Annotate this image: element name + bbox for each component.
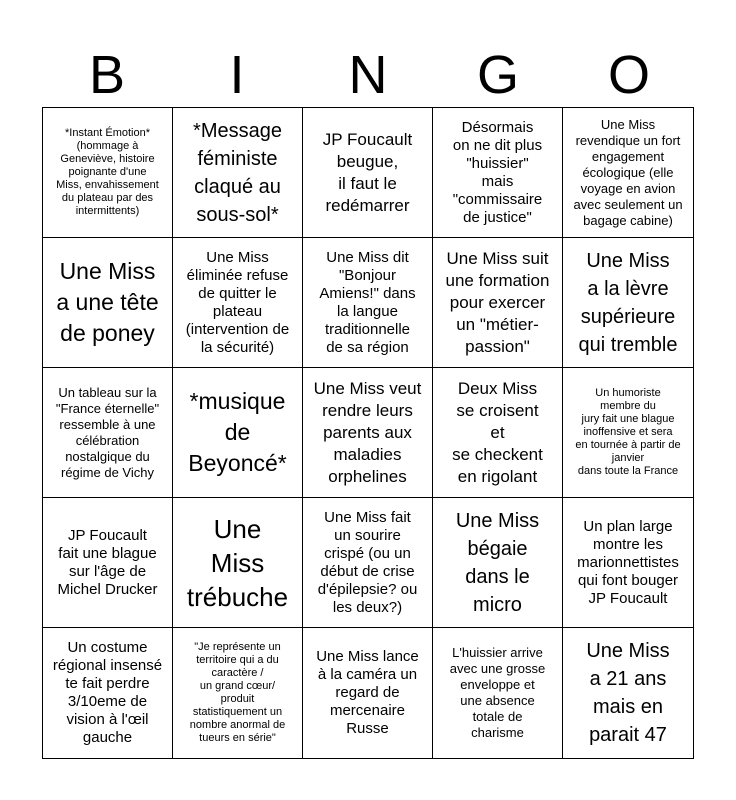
bingo-cell <box>303 368 433 498</box>
bingo-cell <box>43 238 173 368</box>
cell-text: Une Miss veut rendre leurs parents aux maladies orphelines <box>313 378 422 486</box>
cell-text: *musique de Beyoncé* <box>188 388 287 476</box>
bingo-cell <box>433 238 563 368</box>
bingo-cell <box>563 498 693 628</box>
cell-text: Un costume régional insensé te fait perdre 3/10eme de vision à l'œil gauche <box>52 639 163 746</box>
cell-text: *Instant Émotion* (hommage à Geneviève, histoire poignante d'une Miss, envahissement du plateau par des intermittents) <box>56 127 159 217</box>
cell-text: Une Miss éliminée refuse de quitter le plateau (intervention de la sécurité) <box>185 248 290 356</box>
cell-text: Une Miss trébuche <box>186 513 289 612</box>
cell-text: *Message féministe claqué au sous-sol* <box>193 119 282 226</box>
cell-text: Une Miss a une tête de poney <box>56 258 159 346</box>
bingo-cell <box>563 238 693 368</box>
cell-text: JP Foucault fait une blague sur l'âge de Michel Drucker <box>57 526 158 598</box>
bingo-cell <box>433 628 563 758</box>
cell-text: "Je représente un territoire qui a du caractère / un grand cœur/ produit statistiquement un nombre anormal de tueurs en série" <box>189 641 286 744</box>
bingo-grid <box>42 107 694 759</box>
cell-text: Une Miss a la lèvre supérieure qui tremble <box>578 249 678 356</box>
cell-text: Une Miss a 21 ans mais en parait 47 <box>586 640 670 746</box>
header-letter-o: O <box>607 45 650 105</box>
bingo-header <box>42 44 694 106</box>
cell-text: Une Miss lance à la caméra un regard de mercenaire Russe <box>316 648 419 737</box>
cell-text: Deux Miss se croisent et se checkent en rigolant <box>452 378 543 486</box>
header-letter-i: I <box>229 45 245 105</box>
cell-text: Une Miss revendique un fort engagement écologique (elle voyage en avion avec seulement un bagage cabine) <box>573 116 683 228</box>
cell-text: Une Miss bégaie dans le micro <box>455 509 540 616</box>
bingo-cell <box>173 238 303 368</box>
bingo-cell <box>173 498 303 628</box>
header-letter-b: B <box>88 45 126 105</box>
bingo-cell <box>43 108 173 238</box>
bingo-cell <box>43 628 173 758</box>
bingo-cell <box>303 238 433 368</box>
bingo-cell <box>563 368 693 498</box>
bingo-cell <box>43 498 173 628</box>
cell-text: Un tableau sur la "France éternelle" ressemble à une célébration nostalgique du régime de Vichy <box>55 384 160 480</box>
bingo-cell <box>173 368 303 498</box>
bingo-cell <box>303 628 433 758</box>
cell-text: Une Miss dit "Bonjour Amiens!" dans la langue traditionnelle de sa région <box>319 248 416 356</box>
bingo-cell <box>173 108 303 238</box>
cell-text: Une Miss suit une formation pour exercer un "métier- passion" <box>445 248 550 356</box>
cell-text: Un plan large montre les marionnettistes qui font bouger JP Foucault <box>577 517 679 607</box>
cell-text: Désormais on ne dit plus "huissier" mais "commissaire de justice" <box>452 118 543 226</box>
cell-text: Un humoriste membre du jury fait une blague inoffensive et sera en tournée à partir de janvier dans toute la France <box>575 387 681 477</box>
bingo-cell <box>43 368 173 498</box>
cell-text: Une Miss fait un sourire crispé (ou un début de crise d'épilepsie? ou les deux?) <box>317 508 418 616</box>
header-letter-n: N <box>348 45 388 105</box>
bingo-cell <box>173 628 303 758</box>
bingo-cell <box>433 368 563 498</box>
bingo-cell <box>563 628 693 758</box>
bingo-cell <box>433 498 563 628</box>
cell-text: L'huissier arrive avec une grosse enveloppe et une absence totale de charisme <box>449 645 546 740</box>
bingo-cell <box>563 108 693 238</box>
bingo-cell <box>433 108 563 238</box>
header-letter-g: G <box>476 45 519 105</box>
cell-text: JP Foucault beugue, il faut le redémarrer <box>322 129 413 215</box>
bingo-cell <box>303 498 433 628</box>
bingo-cell <box>303 108 433 238</box>
